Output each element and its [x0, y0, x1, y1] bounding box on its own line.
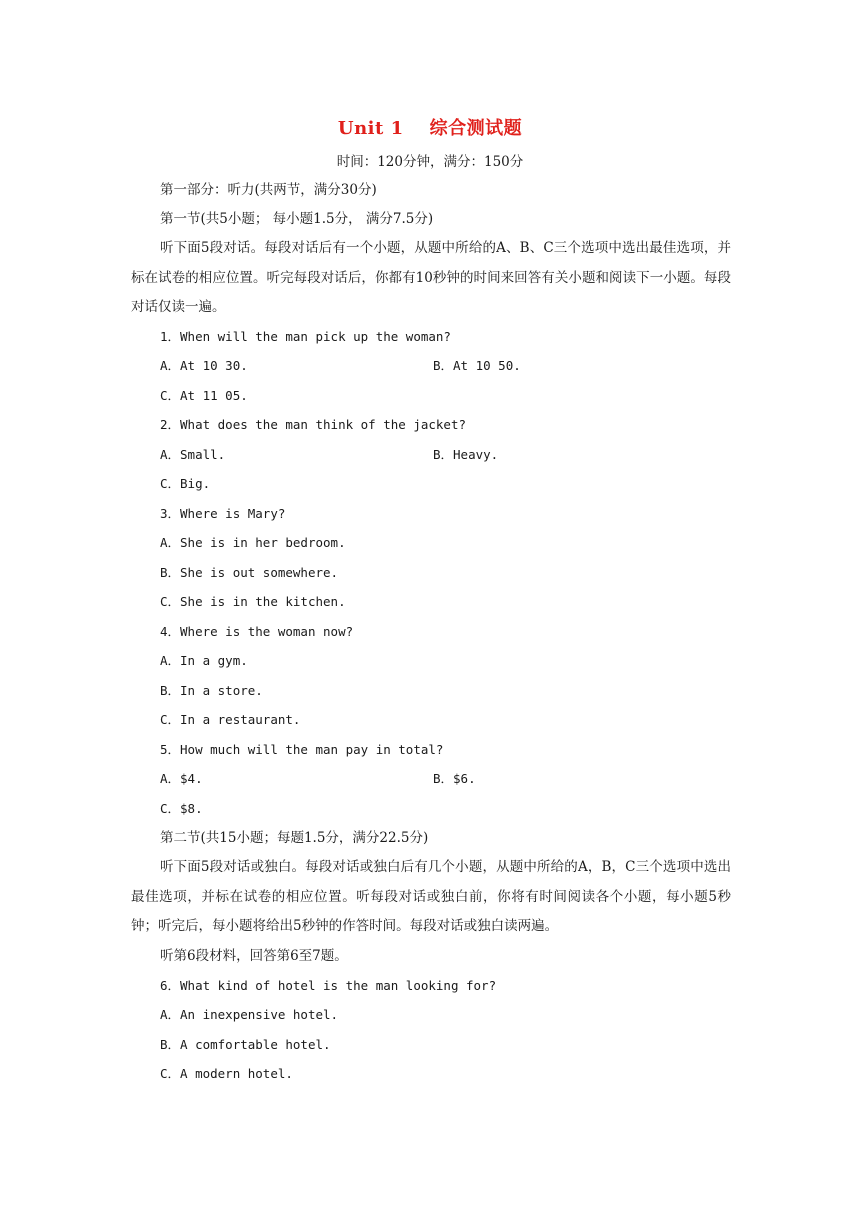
question-3-option-c: C．She is in the kitchen.	[160, 594, 346, 609]
page-title	[0, 114, 860, 140]
section2-instructions: 听下面5段对话或独白。每段对话或独白后有几个小题，从题中所给的A，B，C三个选项中选出最佳选项，并标在试卷的相应位置。听每段对话或独白前，你将有时间阅读各个小题，每小题5秒钟；听完后，每小题将给出5秒钟的作答时间。每段对话或独白读两遍。	[131, 859, 731, 934]
question-2-option-a: A．Small.	[160, 447, 226, 462]
question-3-option-b: B．She is out somewhere.	[160, 565, 339, 580]
question-1-option-a: A．At 10 30.	[160, 358, 248, 373]
question-3: 3．Where is Mary?	[160, 506, 286, 521]
section1-instructions: 听下面5段对话。每段对话后有一个小题，从题中所给的A、B、C三个选项中选出最佳选项，并标在试卷的相应位置。听完每段对话后，你都有10秒钟的时间来回答有关小题和阅读下一小题。每段对话仅读一遍。	[131, 240, 731, 315]
question-2-option-c: C．Big.	[160, 476, 211, 491]
part1-heading: 第一部分：听力(共两节，满分30分)	[160, 182, 377, 198]
question-4: 4．Where is the woman now?	[160, 624, 354, 639]
question-4-option-c: C．In a restaurant.	[160, 712, 301, 727]
question-1: 1．When will the man pick up the woman?	[160, 329, 451, 344]
question-4-option-a: A．In a gym.	[160, 653, 248, 668]
title-unit: Unit 1	[337, 118, 404, 139]
question-4-option-b: B．In a store.	[160, 683, 263, 698]
question-5-option-b: B．$6.	[433, 771, 476, 786]
question-1-option-b: B．At 10 50.	[433, 358, 521, 373]
question-5-option-a: A．$4.	[160, 771, 203, 786]
question-6: 6．What kind of hotel is the man looking for?	[160, 978, 497, 993]
question-1-option-c: C．At 11 05.	[160, 388, 248, 403]
question-6-option-a: A．An inexpensive hotel.	[160, 1007, 339, 1022]
question-2: 2．What does the man think of the jacket?	[160, 417, 466, 432]
question-5-option-c: C．$8.	[160, 801, 203, 816]
title-name: 综合测试题	[429, 118, 523, 139]
question-6-option-c: C．A modern hotel.	[160, 1066, 293, 1081]
section1-heading: 第一节(共5小题； 每小题1.5分， 满分7.5分)	[160, 211, 434, 227]
question-2-option-b: B．Heavy.	[433, 447, 499, 462]
question-6-option-b: B．A comfortable hotel.	[160, 1037, 331, 1052]
time-and-score: 时间：120分钟，满分：150分	[336, 154, 524, 170]
question-3-option-a: A．She is in her bedroom.	[160, 535, 346, 550]
material-6-heading: 听第6段材料，回答第6至7题。	[160, 948, 348, 964]
question-5: 5．How much will the man pay in total?	[160, 742, 444, 757]
section2-heading: 第二节(共15小题；每题1.5分，满分22.5分)	[160, 830, 429, 846]
